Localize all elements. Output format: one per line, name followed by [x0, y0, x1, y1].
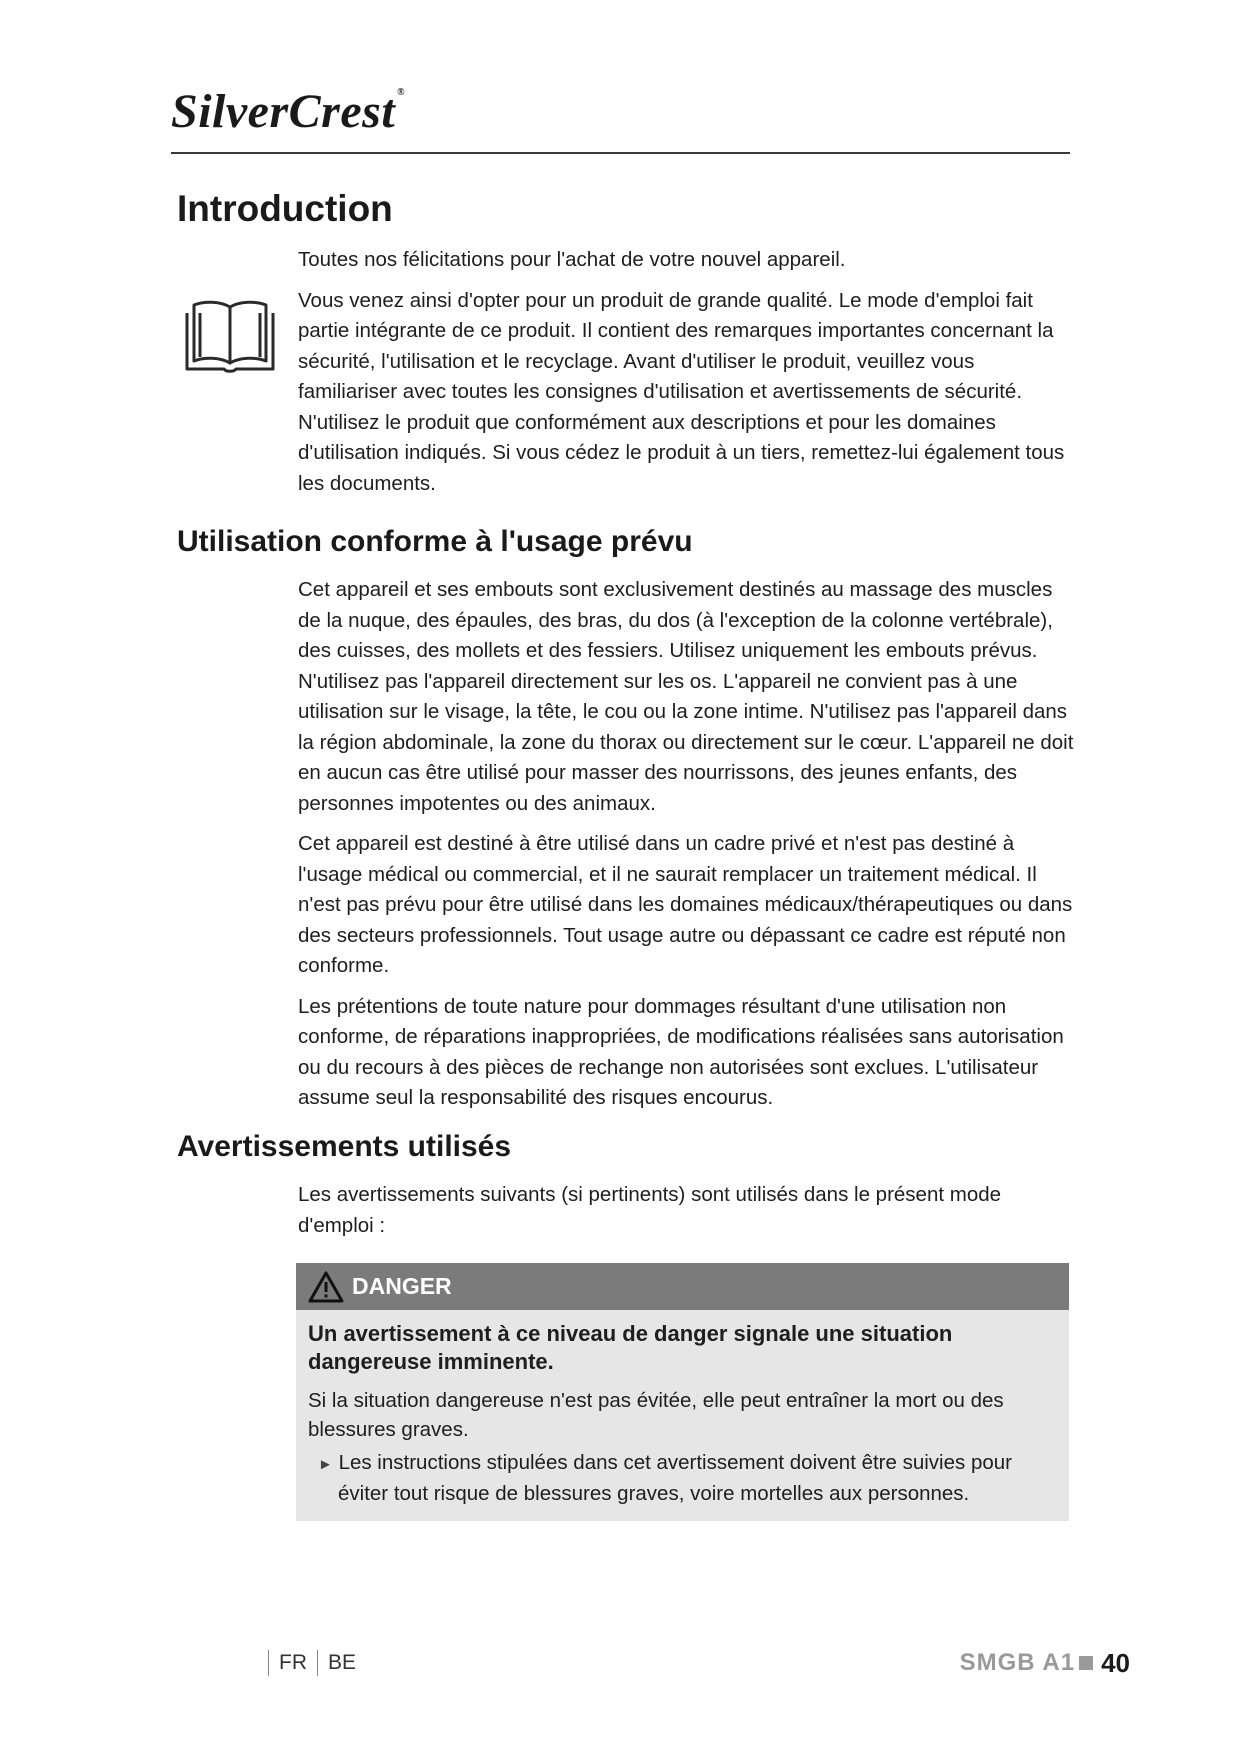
- danger-warning-box: [296, 1263, 1069, 1521]
- warning-triangle-icon: [308, 1271, 344, 1303]
- intended-use-paragraph: Cet appareil et ses embouts sont exclusivement destinés au massage des muscles de la nuque, des épaules, des bras, du dos (à l'exception de la colonne vertébrale), des cuisses, des mollets et des fessiers. Utilisez uniquement les embouts prévus. N'utilisez pas l'appareil directement sur les os. L'appareil ne convient pas à une utilisation sur le visage, la tête, le cou ou la zone intime. N'utilisez pas l'appareil dans la région abdominale, la zone du thorax ou directement sur le cœur. L'appareil ne doit en aucun cas être utilisé pour masser des nourrissons, des jeunes enfants, des personnes impotentes ou des animaux.: [298, 578, 1074, 815]
- warnings-intro-paragraph: Les avertissements suivants (si pertinents) sont utilisés dans le présent mode d'emploi :: [298, 1183, 1002, 1237]
- danger-header: [296, 1263, 1069, 1310]
- danger-headline: Un avertissement à ce niveau de danger signale une situation dangereuse imminente.: [308, 1321, 953, 1374]
- footer-divider: [317, 1650, 318, 1676]
- footer-language: [258, 1646, 356, 1680]
- danger-content: [296, 1310, 1069, 1508]
- footer-lang-be: BE: [328, 1651, 357, 1674]
- brand-logo: [171, 85, 406, 138]
- introduction-paragraph: Toutes nos félicitations pour l'achat de votre nouvel appareil.: [298, 248, 846, 271]
- introduction-paragraph: Vous venez ainsi d'opter pour un produit de grande qualité. Le mode d'emploi fait partie intégrante de ce produit. Il contient des remarques importantes concernant la sécurité, l'utilisation et le recyclage. Avant d'utiliser le produit, veuillez vous familiariser avec toutes les consignes d'utilisation et avertissements de sécurité. N'utilisez le produit que conformément aux descriptions et pour les domaines d'utilisation indiqués. Si vous cédez le produit à un tiers, remettez-lui également tous les documents.: [298, 288, 1065, 495]
- danger-label: DANGER: [352, 1273, 452, 1299]
- footer-model: SMGB A1: [959, 1649, 1076, 1676]
- registered-mark: ®: [397, 87, 406, 98]
- footer-square-icon: [1079, 1656, 1093, 1670]
- danger-instruction-text: Les instructions stipulées dans cet avertissement doivent être suivies pour éviter tout risque de blessures graves, voire mortelles aux personnes.: [338, 1451, 1012, 1505]
- intended-use-paragraph: Les prétentions de toute nature pour dommages résultant d'une utilisation non conforme, de réparations inappropriées, de modifications réalisées sans autorisation ou du recours à des pièces de rechange non autorisées sont exclues. L'utilisateur assume seul la responsabilité des risques encourus.: [298, 994, 1064, 1109]
- intended-use-body: [298, 575, 1074, 1124]
- warnings-intro: [298, 1180, 1074, 1251]
- header-divider: [171, 152, 1070, 154]
- introduction-title: Introduction: [177, 188, 393, 229]
- warnings-title: Avertissements utilisés: [177, 1130, 512, 1163]
- page-number: 40: [1101, 1647, 1130, 1678]
- bullet-arrow-icon: ►: [318, 1456, 333, 1473]
- logo-text: SilverCrest: [171, 85, 396, 138]
- intended-use-title: Utilisation conforme à l'usage prévu: [177, 525, 693, 558]
- read-manual-icon: [182, 297, 278, 380]
- danger-description: Si la situation dangereuse n'est pas évitée, elle peut entraîner la mort ou des blessures graves.: [308, 1389, 1004, 1441]
- footer-model-page: [960, 1646, 1130, 1680]
- introduction-body: [298, 245, 1074, 509]
- intended-use-paragraph: Cet appareil est destiné à être utilisé dans un cadre privé et n'est pas destiné à l'usage médical ou commercial, et il ne saurait remplacer un traitement médical. Il n'est pas prévu pour être utilisé dans les domaines médicaux/thérapeutiques ou dans des secteurs professionnels. Tout usage autre ou dépassant ce cadre est réputé non conforme.: [298, 832, 1073, 977]
- footer-divider: [268, 1650, 269, 1676]
- danger-instruction: [308, 1448, 1057, 1508]
- footer-lang-fr: FR: [279, 1651, 307, 1674]
